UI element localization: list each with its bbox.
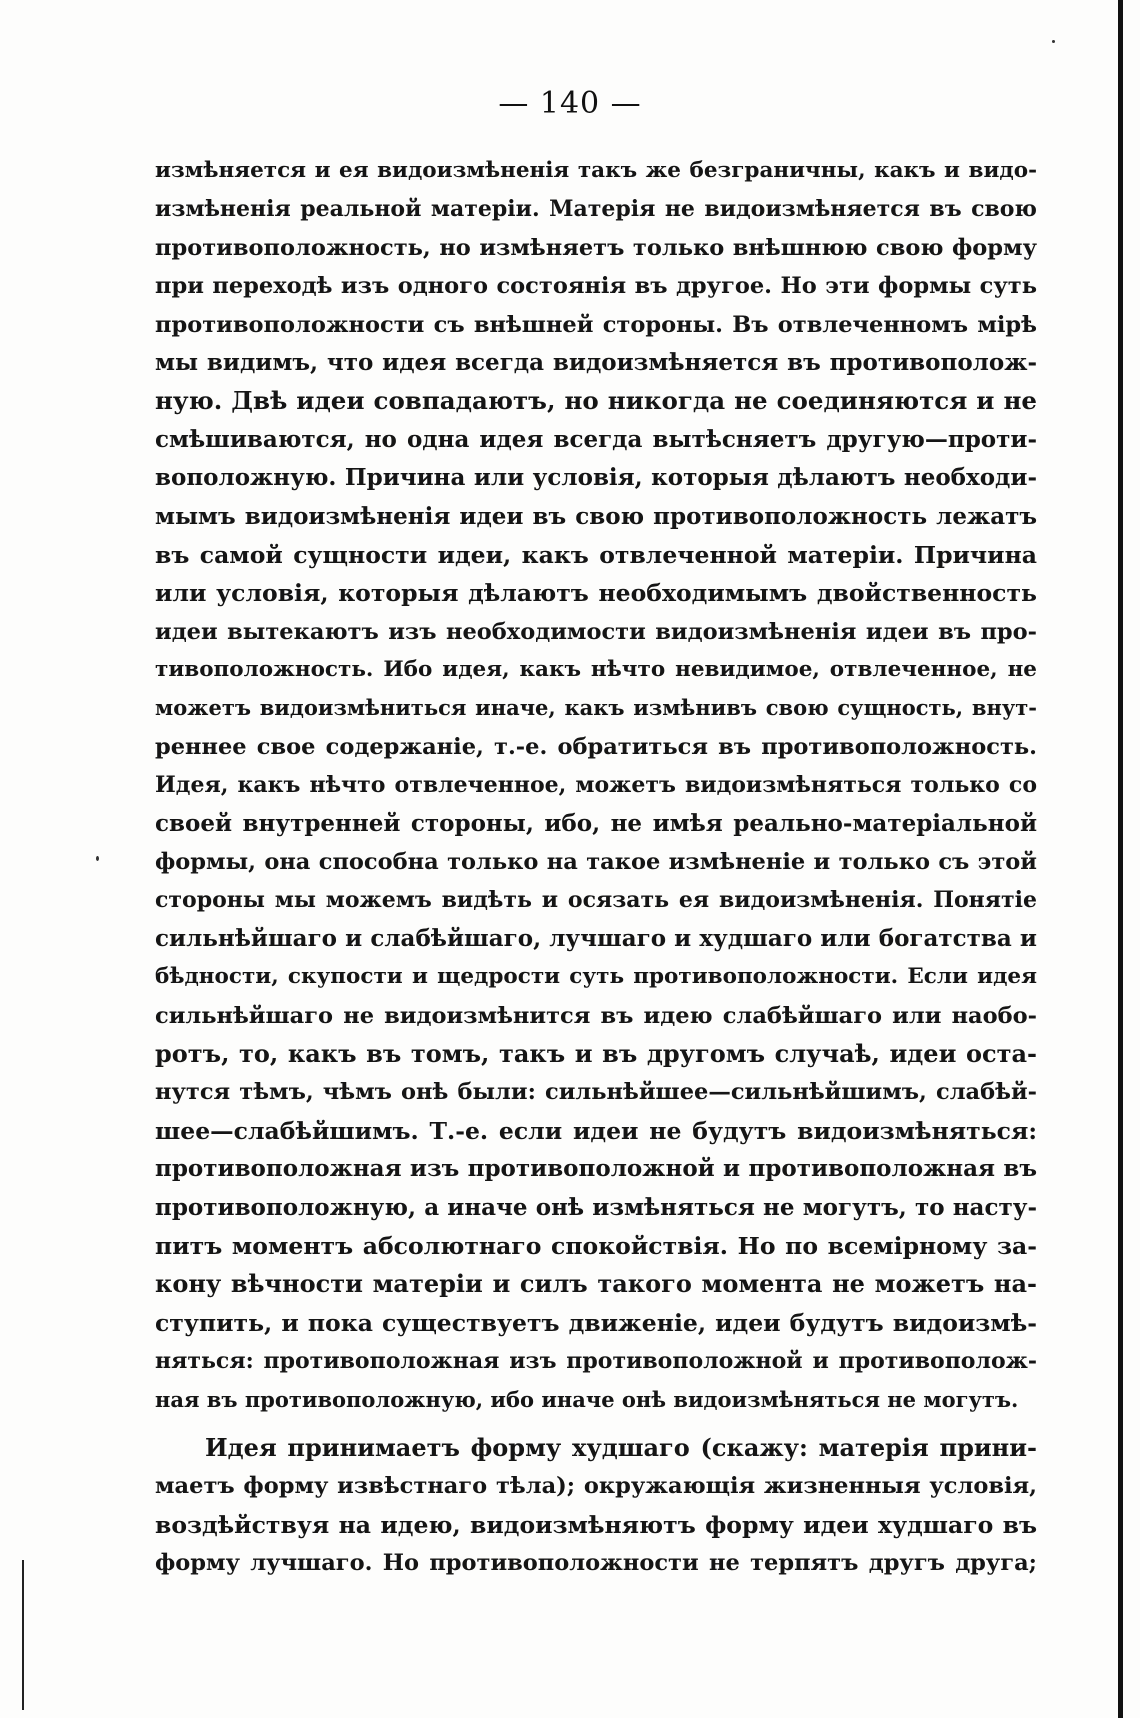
scan-speck: [1052, 40, 1055, 43]
paragraph-gap: [155, 1419, 1037, 1429]
text-line: бѣдности, скупости и щедрости суть противоположности. Если идея: [155, 964, 1037, 990]
text-line: мы видимъ, что идея всегда видоизмѣняется въ противополож-: [155, 348, 1037, 376]
text-line: противоположную, а иначе онѣ измѣняться не могутъ, то насту-: [155, 1193, 1037, 1221]
text-line: питъ моментъ абсолютнаго спокойствія. Но по всемірному за-: [155, 1231, 1037, 1260]
text-line: ная въ противоположную, ибо иначе онѣ видоизмѣняться не могутъ.: [155, 1386, 1019, 1412]
text-line: ную. Двѣ идеи совпадаютъ, но никогда не соединяются и не: [155, 386, 1037, 416]
text-line: или условія, которыя дѣлаютъ необходимымъ двойственность: [155, 579, 1037, 608]
text-line: можетъ видоизмѣниться иначе, какъ измѣнивъ свою сущность, внут-: [155, 695, 1037, 721]
text-line: идеи вытекаютъ изъ необходимости видоизмѣненія идеи въ про-: [155, 618, 1037, 645]
body-text: [155, 152, 1037, 1582]
text-line: своей внутренней стороны, ибо, не имѣя реально-матеріальной: [155, 809, 1037, 837]
text-line: смѣшиваются, но одна идея всегда вытѣсняетъ другую—проти-: [155, 425, 1037, 453]
text-line: мымъ видоизмѣненія идеи въ свою противоположность лежатъ: [155, 502, 1037, 530]
text-line: тивоположность. Ибо идея, какъ нѣчто невидимое, отвлеченное, не: [155, 657, 1037, 683]
text-line: воздѣйствуя на идею, видоизмѣняютъ форму идеи худшаго въ: [155, 1510, 1037, 1539]
text-line: Идея, какъ нѣчто отвлеченное, можетъ видоизмѣняться только со: [155, 772, 1037, 799]
text-line: формы, она способна только на такое измѣненіе и только съ этой: [155, 849, 1037, 876]
paragraph: [155, 1429, 1037, 1583]
text-line: ротъ, то, какъ въ томъ, такъ и въ другомъ случаѣ, идеи оста-: [155, 1038, 1037, 1068]
text-line: при переходѣ изъ одного состоянія въ другое. Но эти формы суть: [155, 273, 1037, 300]
text-line: шее—слабѣйшимъ. Т.-е. если идеи не будутъ видоизмѣняться:: [155, 1116, 1037, 1145]
text-line: стороны мы можемъ видѣть и осязать ея видоизмѣненія. Понятіе: [155, 887, 1037, 914]
text-line: сильнѣйшаго и слабѣйшаго, лучшаго и худшаго или богатства и: [155, 924, 1037, 952]
text-line: ступить, и пока существуетъ движеніе, идеи будутъ видоизмѣ-: [155, 1308, 1037, 1337]
text-line: кону вѣчности матеріи и силъ такого момента не можетъ на-: [155, 1269, 1037, 1299]
text-line: сильнѣйшаго не видоизмѣнится въ идею слабѣйшаго или наобо-: [155, 1002, 1037, 1029]
text-line: противоположности съ внѣшней стороны. Въ отвлеченномъ мірѣ: [155, 311, 1037, 338]
text-line: маетъ форму извѣстнаго тѣла); окружающія жизненныя условія,: [155, 1473, 1037, 1500]
text-line: противоположная изъ противоположной и противоположная въ: [155, 1155, 1037, 1183]
paragraph: [155, 152, 1037, 1419]
page-number: — 140 —: [498, 86, 642, 121]
text-line: форму лучшаго. Но противоположности не терпятъ другъ друга;: [155, 1550, 1037, 1577]
text-line: няться: противоположная изъ противоположной и противополож-: [155, 1348, 1037, 1375]
text-line: нутся тѣмъ, чѣмъ онѣ были: сильнѣйшее—сильнѣйшимъ, слабѣй-: [155, 1079, 1037, 1106]
text-line: противоположность, но измѣняетъ только внѣшнюю свою форму: [155, 234, 1037, 261]
scan-edge: [22, 1560, 24, 1710]
text-line: воположную. Причина или условія, которыя дѣлаютъ необходи-: [155, 464, 1037, 492]
scan-speck: [96, 856, 99, 861]
text-line: реннее свое содержаніе, т.-е. обратиться въ противоположность.: [155, 733, 1037, 760]
scan-edge: [1118, 0, 1123, 1718]
text-line: Идея принимаетъ форму худшаго (скажу: матерія прини-: [205, 1432, 1037, 1462]
text-line: измѣненія реальной матеріи. Матерія не видоизмѣняется въ свою: [155, 196, 1037, 223]
text-line: въ самой сущности идеи, какъ отвлеченной матеріи. Причина: [155, 540, 1037, 569]
text-line: измѣняется и ея видоизмѣненія такъ же безграничны, какъ и видо-: [155, 158, 1037, 183]
